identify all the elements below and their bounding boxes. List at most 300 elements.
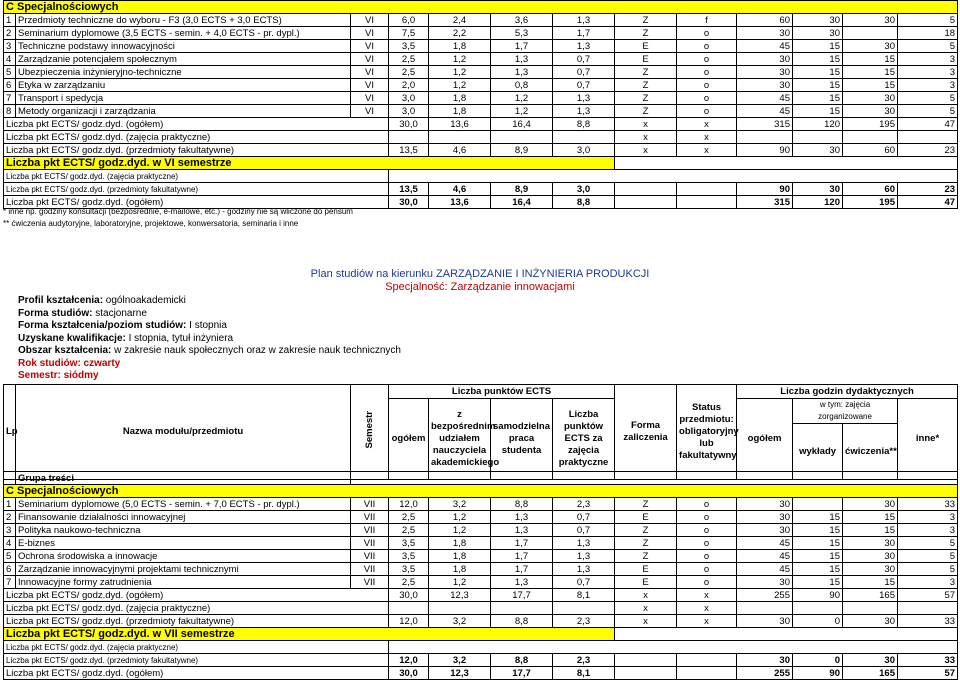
course-name: Innowacyjne formy zatrudnienia (16, 576, 351, 589)
table-cell: VI (351, 40, 389, 53)
table-cell: 195 (843, 118, 898, 131)
table-cell: 1,3 (553, 14, 615, 27)
table-cell: 3 (898, 79, 958, 92)
bottom-course-table (3, 471, 958, 680)
table-cell: 30 (843, 563, 898, 576)
table-cell: 2,4 (429, 14, 491, 27)
sum-ogolem-row (4, 118, 958, 131)
table-cell: 5 (898, 40, 958, 53)
table-cell: 15 (793, 537, 843, 550)
table-row (4, 92, 958, 105)
course-name: E-biznes (16, 537, 351, 550)
table-cell: 45 (737, 537, 793, 550)
hdr-samodzielna: samodzielna praca studenta (491, 399, 553, 480)
table-cell (615, 654, 677, 667)
table-cell (351, 472, 958, 485)
table-cell: 15 (793, 550, 843, 563)
sum-praktyczne-row (4, 131, 958, 144)
table-cell: 4,6 (429, 144, 491, 157)
table-cell: VII (351, 498, 389, 511)
table-row (4, 498, 958, 511)
course-name: Techniczne podstawy innowacyjności (16, 40, 351, 53)
semester-header-row (4, 157, 958, 170)
table-cell: 90 (737, 183, 793, 196)
table-cell: 17,7 (491, 589, 553, 602)
table-row (4, 576, 958, 589)
table-cell: 15 (843, 524, 898, 537)
semester-praktyczne-row (4, 641, 958, 654)
table-cell: 30 (843, 92, 898, 105)
table-cell: 12,0 (389, 615, 429, 628)
table-cell: 15 (843, 576, 898, 589)
table-cell: 17,7 (491, 667, 553, 680)
table-cell: x (615, 589, 677, 602)
sum-label: Liczba pkt ECTS/ godz.dyd. (zajęcia praktyczne) (4, 131, 389, 144)
table-cell: 45 (737, 40, 793, 53)
section-header-row (4, 485, 958, 498)
course-name: Seminarium dyplomowe (5,0 ECTS - semin. + 7,0 ECTS - pr. dypl.) (16, 498, 351, 511)
table-cell: Z (615, 14, 677, 27)
table-cell (615, 196, 677, 209)
table-cell: E (615, 40, 677, 53)
table-cell: 5 (4, 550, 16, 563)
table-cell: 3 (898, 66, 958, 79)
table-cell: 3,0 (553, 144, 615, 157)
table-cell: 1,7 (491, 563, 553, 576)
sum-label: Liczba pkt ECTS/ godz.dyd. (ogółem) (4, 667, 389, 680)
table-cell: 2 (4, 511, 16, 524)
course-name: Finansowanie działalności innowacyjnej (16, 511, 351, 524)
table-cell: 1,2 (429, 66, 491, 79)
plan-title: Plan studiów na kierunku ZARZĄDZANIE I INŻYNIERIA PRODUKCJI (310, 268, 650, 280)
table-cell: 30 (737, 53, 793, 66)
table-cell: Z (615, 550, 677, 563)
sum-label: Liczba pkt ECTS/ godz.dyd. (ogółem) (4, 118, 389, 131)
table-cell: x (677, 589, 737, 602)
table-cell: 30,0 (389, 589, 429, 602)
table-cell (389, 131, 429, 144)
table-cell: 1,3 (491, 511, 553, 524)
course-name: Etyka w zarządzaniu (16, 79, 351, 92)
table-cell: 13,6 (429, 118, 491, 131)
hdr-ects-group: Liczba punktów ECTS (389, 385, 615, 399)
table-row (4, 105, 958, 118)
table-cell: 30 (737, 79, 793, 92)
table-cell: 3,0 (553, 183, 615, 196)
table-cell: 1,7 (553, 27, 615, 40)
table-cell: 30 (737, 27, 793, 40)
course-name: Ochrona środowiska a innowacje (16, 550, 351, 563)
table-cell: VII (351, 537, 389, 550)
table-cell: x (615, 131, 677, 144)
table-row (4, 27, 958, 40)
table-row (4, 14, 958, 27)
hdr-status: Status przedmiotu: obligatoryjny lub fakultatywny (677, 385, 737, 480)
table-cell: 45 (737, 550, 793, 563)
table-cell: 15 (843, 53, 898, 66)
table-cell: 15 (793, 105, 843, 118)
table-cell: 3,0 (389, 105, 429, 118)
table-cell: 12,3 (429, 667, 491, 680)
table-cell (389, 170, 958, 183)
table-cell: 0,7 (553, 576, 615, 589)
kwalifikacje-line: Uzyskane kwalifikacje: I stopnia, tytuł inżyniera (18, 332, 234, 344)
semester-praktyczne-row (4, 170, 958, 183)
table-cell: E (615, 563, 677, 576)
table-cell: 15 (793, 79, 843, 92)
hdr-inne: inne* (898, 399, 958, 480)
hdr-hours-ogolem: ogółem (737, 399, 793, 480)
table-cell: o (677, 550, 737, 563)
table-cell: 8,8 (491, 498, 553, 511)
table-row (4, 53, 958, 66)
table-cell: 3 (4, 524, 16, 537)
table-cell: 2 (4, 27, 16, 40)
table-cell (389, 641, 958, 654)
table-cell: 7,5 (389, 27, 429, 40)
table-cell: 3,5 (389, 537, 429, 550)
table-cell: 3,5 (389, 40, 429, 53)
table-cell: 33 (898, 615, 958, 628)
table-cell (898, 131, 958, 144)
section-header: C Specjalnościowych (4, 1, 958, 14)
table-cell: VI (351, 27, 389, 40)
table-cell: 30,0 (389, 118, 429, 131)
table-cell: VI (351, 105, 389, 118)
table-cell: 13,5 (389, 144, 429, 157)
table-cell: 6 (4, 563, 16, 576)
table-cell: Z (615, 524, 677, 537)
table-cell: 7 (4, 576, 16, 589)
table-cell: 315 (737, 196, 793, 209)
table-cell: VI (351, 66, 389, 79)
table-cell: VII (351, 511, 389, 524)
grupa-label: Grupa treści (16, 472, 351, 485)
semester-header-row (4, 628, 958, 641)
table-cell: 30,0 (389, 667, 429, 680)
table-cell: 1,3 (491, 53, 553, 66)
hdr-wyklady: wykłady (793, 424, 843, 480)
table-cell: 30 (843, 105, 898, 118)
table-cell: 30,0 (389, 196, 429, 209)
table-cell: 4 (4, 53, 16, 66)
table-cell: 1,8 (429, 550, 491, 563)
table-cell: 30 (737, 511, 793, 524)
table-cell (491, 131, 553, 144)
table-row (4, 66, 958, 79)
table-cell: 0,7 (553, 53, 615, 66)
sum-praktyczne-row (4, 602, 958, 615)
sum-label: Liczba pkt ECTS/ godz.dyd. (przedmioty fakultatywne) (4, 654, 389, 667)
semester-ogolem-row (4, 667, 958, 680)
table-cell: 0,8 (491, 79, 553, 92)
table-cell: 33 (898, 498, 958, 511)
footnote-2: ** ćwiczenia audytoryjne, laboratoryjne, projektowe, konwersatoria, seminaria i inne (3, 219, 299, 228)
course-name: Metody organizacji i zarządzania (16, 105, 351, 118)
table-cell: VI (351, 14, 389, 27)
table-cell: 3,5 (389, 550, 429, 563)
table-cell: 165 (843, 589, 898, 602)
table-cell (615, 628, 958, 641)
table-cell: 7 (4, 92, 16, 105)
table-cell: 90 (793, 667, 843, 680)
table-cell: 30 (737, 654, 793, 667)
sum-label: Liczba pkt ECTS/ godz.dyd. (zajęcia praktyczne) (4, 641, 389, 654)
sum-ogolem-row (4, 589, 958, 602)
table-cell: o (677, 53, 737, 66)
table-cell: 1,7 (491, 550, 553, 563)
table-cell: 57 (898, 667, 958, 680)
table-cell: 3,5 (389, 563, 429, 576)
table-cell: 13,5 (389, 183, 429, 196)
table-cell: 6,0 (389, 14, 429, 27)
table-cell: 8,8 (553, 196, 615, 209)
poziom-line: Forma kształcenia/poziom studiów: I stopnia (18, 320, 227, 331)
table-cell: 8,8 (491, 615, 553, 628)
table-cell: 15 (793, 511, 843, 524)
hdr-semestr: Semestr (351, 385, 389, 480)
top-course-table (3, 0, 958, 209)
table-cell: VI (351, 92, 389, 105)
table-cell: 13,6 (429, 196, 491, 209)
table-cell: x (677, 144, 737, 157)
table-cell: 45 (737, 563, 793, 576)
table-cell: o (677, 563, 737, 576)
hdr-cwiczenia: ćwiczenia** (843, 424, 898, 480)
table-cell (389, 602, 429, 615)
table-cell: 255 (737, 589, 793, 602)
table-cell: 120 (793, 196, 843, 209)
table-cell: x (677, 118, 737, 131)
table-cell: 5 (898, 563, 958, 576)
table-cell: 2,3 (553, 615, 615, 628)
hdr-forma: Forma zaliczenia (615, 385, 677, 480)
table-cell: 1,2 (429, 53, 491, 66)
table-row (4, 550, 958, 563)
table-cell: o (677, 79, 737, 92)
table-cell (615, 183, 677, 196)
course-name: Ubezpieczenia inżynieryjno-techniczne (16, 66, 351, 79)
table-cell: 3 (898, 53, 958, 66)
table-cell: o (677, 92, 737, 105)
semestr-line: Semestr: siódmy (18, 370, 99, 381)
table-cell (898, 602, 958, 615)
table-cell: E (615, 53, 677, 66)
table-cell (677, 654, 737, 667)
table-cell: 15 (793, 92, 843, 105)
table-cell: 12,0 (389, 498, 429, 511)
table-cell (843, 27, 898, 40)
table-cell: 2,2 (429, 27, 491, 40)
obszar-line: Obszar kształcenia: w zakresie nauk społecznych oraz w zakresie nauk technicznych (18, 345, 401, 356)
semester-header: Liczba pkt ECTS/ godz.dyd. w VI semestrze (4, 157, 615, 170)
table-cell: 45 (737, 92, 793, 105)
table-cell: Z (615, 27, 677, 40)
table-cell: 2,5 (389, 53, 429, 66)
table-cell: 8,1 (553, 589, 615, 602)
table-cell (793, 602, 843, 615)
table-cell: 1,7 (491, 537, 553, 550)
table-cell: x (677, 131, 737, 144)
table-cell: 3 (898, 576, 958, 589)
table-cell: 15 (793, 524, 843, 537)
table-cell: o (677, 498, 737, 511)
table-cell: 16,4 (491, 118, 553, 131)
section-header: C Specjalnościowych (4, 485, 958, 498)
table-cell: 255 (737, 667, 793, 680)
table-cell: 3,2 (429, 615, 491, 628)
table-cell: 15 (793, 66, 843, 79)
table-cell: 1 (4, 498, 16, 511)
table-row (4, 511, 958, 524)
course-name: Zarządzanie innowacyjnymi projektami technicznymi (16, 563, 351, 576)
table-cell: 1,8 (429, 105, 491, 118)
table-cell: 16,4 (491, 196, 553, 209)
table-cell: 60 (843, 183, 898, 196)
table-cell: 5 (898, 14, 958, 27)
table-cell: 30 (843, 550, 898, 563)
table-cell: x (615, 118, 677, 131)
table-cell (615, 667, 677, 680)
table-cell: 57 (898, 589, 958, 602)
table-cell: 30 (843, 40, 898, 53)
table-cell: 120 (793, 118, 843, 131)
table-cell: 15 (843, 66, 898, 79)
table-cell: 0 (793, 654, 843, 667)
table-cell: 165 (843, 667, 898, 680)
sum-fakultatywne-row (4, 144, 958, 157)
grupa-row (4, 472, 958, 485)
footnotes (3, 206, 353, 230)
hdr-praktyczne: Liczba punktów ECTS za zajęcia praktyczne (553, 399, 615, 480)
table-cell: 1,3 (553, 105, 615, 118)
table-cell: 1,2 (491, 92, 553, 105)
table-cell: 30 (793, 144, 843, 157)
table-cell: 60 (737, 14, 793, 27)
table-cell: 12,0 (389, 654, 429, 667)
table-cell: 2,5 (389, 524, 429, 537)
table-cell: 15 (793, 563, 843, 576)
table-cell: 0,7 (553, 524, 615, 537)
table-cell: 15 (843, 79, 898, 92)
table-cell: VII (351, 524, 389, 537)
hdr-bezposrednim: z bezpośrednim udziałem nauczyciela akademickiego (429, 399, 491, 480)
table-row (4, 524, 958, 537)
table-row (4, 40, 958, 53)
table-cell (737, 602, 793, 615)
table-cell: f (677, 14, 737, 27)
table-cell: 2,3 (553, 498, 615, 511)
table-cell (677, 196, 737, 209)
table-cell: 3,0 (389, 92, 429, 105)
table-cell: 0 (793, 615, 843, 628)
table-cell: E (615, 511, 677, 524)
table-cell: 315 (737, 118, 793, 131)
table-row (4, 537, 958, 550)
table-cell: 8 (4, 105, 16, 118)
table-cell: 30 (793, 27, 843, 40)
table-cell: 1,8 (429, 537, 491, 550)
section-header-row (4, 1, 958, 14)
table-cell: o (677, 537, 737, 550)
table-cell: 90 (793, 589, 843, 602)
profile-line: Profil kształcenia: ogólnoakademicki (18, 295, 186, 306)
table-cell: 23 (898, 183, 958, 196)
table-cell: Z (615, 537, 677, 550)
table-cell: 30 (843, 498, 898, 511)
table-cell: 1,2 (429, 79, 491, 92)
table-cell: x (677, 602, 737, 615)
table-cell: 15 (843, 511, 898, 524)
table-cell: Z (615, 92, 677, 105)
table-cell: o (677, 576, 737, 589)
hdr-hours-group: Liczba godzin dydaktycznych (737, 385, 958, 399)
table-cell: 8,1 (553, 667, 615, 680)
table-cell: 30 (843, 537, 898, 550)
table-cell: 5 (898, 105, 958, 118)
table-cell (553, 602, 615, 615)
table-cell: 90 (737, 144, 793, 157)
sum-label: Liczba pkt ECTS/ godz.dyd. (przedmioty fakultatywne) (4, 144, 389, 157)
hdr-w-tym: w tym: zajęcia zorganizowane (793, 399, 898, 424)
semester-header: Liczba pkt ECTS/ godz.dyd. w VII semestrze (4, 628, 615, 641)
sum-label: Liczba pkt ECTS/ godz.dyd. (ogółem) (4, 196, 389, 209)
table-cell: o (677, 105, 737, 118)
table-cell: x (615, 144, 677, 157)
forma-line: Forma studiów: stacjonarne (18, 307, 147, 319)
table-cell (843, 602, 898, 615)
table-cell: x (615, 615, 677, 628)
table-cell: 1,3 (553, 563, 615, 576)
table-cell (491, 602, 553, 615)
table-row (4, 79, 958, 92)
table-cell: 4 (4, 537, 16, 550)
sum-label: Liczba pkt ECTS/ godz.dyd. (zajęcia praktyczne) (4, 602, 389, 615)
sum-label: Liczba pkt ECTS/ godz.dyd. (ogółem) (4, 589, 389, 602)
table-cell: Z (615, 105, 677, 118)
footnote-1: * inne np. godziny konsultacji (bezpośrednie, e-mailowe, etc.) - godziny nie są wliczone do pensum (3, 207, 353, 216)
table-cell: 30 (737, 576, 793, 589)
table-cell: o (677, 524, 737, 537)
table-cell: 4,6 (429, 183, 491, 196)
course-name: Przedmioty techniczne do wyboru - F3 (3,0 ECTS + 3,0 ECTS) (16, 14, 351, 27)
table-cell: 1,3 (491, 524, 553, 537)
table-cell: 33 (898, 654, 958, 667)
table-cell: o (677, 66, 737, 79)
table-cell: 1 (4, 14, 16, 27)
table-cell: 1,2 (429, 576, 491, 589)
table-cell (677, 667, 737, 680)
table-cell: 6 (4, 79, 16, 92)
table-cell: 18 (898, 27, 958, 40)
table-cell (793, 498, 843, 511)
table-cell: 2,3 (553, 654, 615, 667)
table-cell (429, 131, 491, 144)
table-cell: o (677, 511, 737, 524)
table-row (4, 563, 958, 576)
table-cell: 30 (737, 66, 793, 79)
table-cell: 1,8 (429, 563, 491, 576)
rok-studiow: Rok studiów: czwarty (18, 357, 121, 369)
sum-label: Liczba pkt ECTS/ godz.dyd. (zajęcia praktyczne) (4, 170, 389, 183)
table-cell: 30 (843, 615, 898, 628)
table-cell: VII (351, 550, 389, 563)
table-cell: 15 (793, 53, 843, 66)
table-cell: 12,3 (429, 589, 491, 602)
table-cell: 0,7 (553, 511, 615, 524)
table-cell: o (677, 40, 737, 53)
table-cell: 3 (898, 511, 958, 524)
